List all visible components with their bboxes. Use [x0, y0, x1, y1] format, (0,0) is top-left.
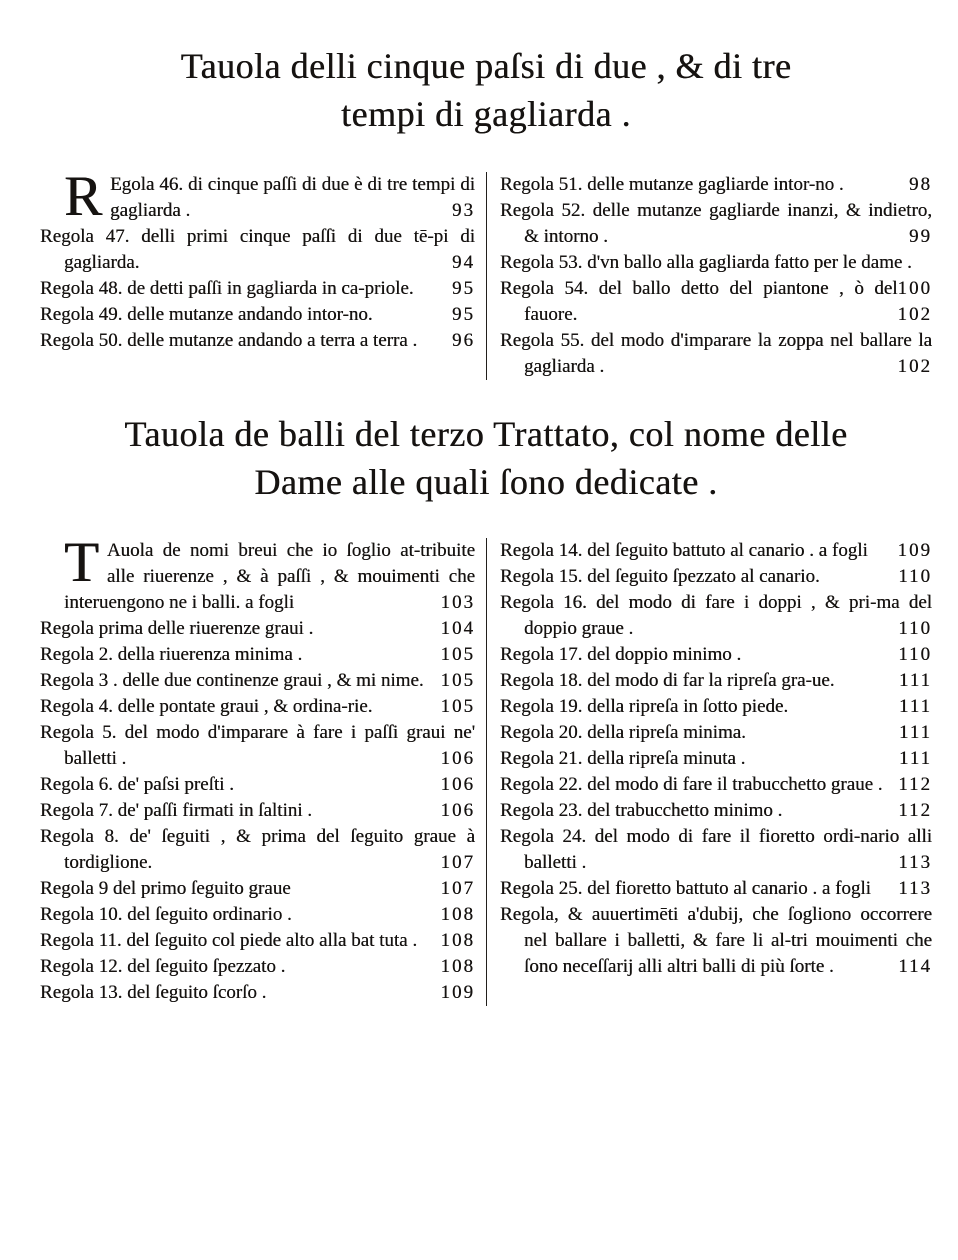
title-line: Dame alle quali ſono dedicate .	[254, 462, 718, 502]
entry-text: Regola 51. delle mutanze gagliarde intor-no .	[500, 174, 844, 195]
entry-text: Regola 54. del ballo detto del piantone , ò del fauore.	[500, 278, 898, 325]
entry-page-number: 112	[898, 774, 932, 795]
entry-page-number: 102	[897, 304, 932, 325]
toc-entry	[500, 772, 932, 798]
entry-text: Regola 3 . delle due continenze graui , & mi nime.	[40, 670, 424, 691]
entry-page-number: 106	[440, 800, 475, 821]
entry-page-number: 107	[440, 878, 475, 899]
entry-text: Regola 52. delle mutanze gagliarde inanzi, & indietro, & intorno .	[500, 200, 932, 247]
entry-page-number: 110	[898, 618, 932, 639]
toc-entry	[40, 616, 475, 642]
entry-text: Regola 13. del ſeguito ſcorſo .	[40, 982, 267, 1003]
toc-entry	[40, 531, 475, 616]
toc-entry	[500, 198, 932, 250]
toc-entry	[40, 276, 475, 302]
toc-entry	[500, 824, 932, 876]
toc-entry	[40, 928, 475, 954]
entry-text: Regola 55. del modo d'imparare la zoppa nel ballare la gagliarda .	[500, 330, 932, 377]
toc-entry	[500, 798, 932, 824]
section1-table-of-contents	[40, 165, 932, 380]
section2-title	[40, 410, 932, 506]
title-line: Tauola delli cinque paſsi di due , & di tre	[180, 46, 792, 86]
toc-entry	[500, 590, 932, 642]
entry-text: Regola 24. del modo di fare il fioretto ordi-nario alli balletti .	[500, 826, 932, 873]
entry-text: Regola 8. de' ſeguiti , & prima del ſeguito graue à tordiglione.	[40, 826, 475, 873]
entry-text: Egola 46. di cinque paſſi di due è di tre tempi di gagliarda .	[110, 174, 475, 221]
entry-page-number: 99	[909, 226, 932, 247]
entry-page-number: 98	[909, 174, 932, 195]
toc-column-left	[40, 531, 486, 1006]
entry-page-number: 113	[898, 878, 932, 899]
toc-entry	[40, 642, 475, 668]
toc-entry	[500, 746, 932, 772]
entry-page-number: 114	[898, 956, 932, 977]
entry-text: Regola 20. della ripreſa minima.	[500, 722, 746, 743]
entry-text: Regola 50. delle mutanze andando a terra a terra .	[40, 330, 418, 351]
entry-page-number: 96	[452, 330, 475, 351]
toc-entry	[500, 276, 932, 328]
section1-title	[40, 42, 932, 138]
entry-text: Regola 25. del fioretto battuto al canario . a fogli	[500, 878, 871, 899]
entry-page-number: 110	[898, 566, 932, 587]
toc-entry	[500, 694, 932, 720]
entry-page-number: 105	[440, 670, 475, 691]
entry-text: Regola 48. de detti paſſi in gagliarda in ca-priole.	[40, 278, 414, 299]
entry-text: Regola 19. della ripreſa in ſotto piede.	[500, 696, 789, 717]
entry-page-number: 110	[898, 644, 932, 665]
entry-page-number: 113	[898, 852, 932, 873]
entry-text: Regola 5. del modo d'imparare à fare i paſſi graui ne' balletti .	[40, 722, 475, 769]
entry-page-number: 111	[898, 696, 932, 717]
entry-text: Regola 23. del trabucchetto minimo .	[500, 800, 783, 821]
section2	[40, 410, 932, 1006]
entry-page-number: 104	[440, 618, 475, 639]
entry-page-number: 93	[452, 200, 475, 221]
entry-page-number: 109	[440, 982, 475, 1003]
toc-entry	[40, 954, 475, 980]
entry-page-number: 108	[440, 904, 475, 925]
toc-entry	[40, 668, 475, 694]
entry-text: Regola 22. del modo di fare il trabucchetto graue .	[500, 774, 883, 795]
toc-column-right	[486, 172, 932, 380]
drop-cap-letter: R	[64, 165, 103, 228]
toc-entry	[500, 642, 932, 668]
toc-entry	[500, 538, 932, 564]
entry-text: Regola 47. delli primi cinque paſſi di due tē-pi di gagliarda.	[40, 226, 475, 273]
entry-page-number: 105	[440, 696, 475, 717]
entry-text: Regola 10. del ſeguito ordinario .	[40, 904, 292, 925]
toc-entry	[40, 720, 475, 772]
entry-page-number: 105	[440, 644, 475, 665]
entry-text: Regola 11. del ſeguito col piede alto alla bat tuta .	[40, 930, 418, 951]
entry-page-number: 95	[452, 304, 475, 325]
entry-page-number: 108	[440, 956, 475, 977]
entry-text: Regola prima delle riuerenze graui .	[40, 618, 314, 639]
toc-entry	[500, 668, 932, 694]
toc-entry	[40, 165, 475, 228]
toc-entry	[500, 564, 932, 590]
toc-entry	[40, 224, 475, 276]
toc-column-right	[486, 538, 932, 1006]
entry-text: Regola 17. del doppio minimo .	[500, 644, 742, 665]
entry-text: Regola 49. delle mutanze andando intor-no.	[40, 304, 373, 325]
toc-entry	[500, 328, 932, 380]
entry-page-number: 107	[440, 852, 475, 873]
entry-page-number: 111	[898, 722, 932, 743]
section2-table-of-contents	[40, 531, 932, 1006]
entry-page-number: 102	[897, 356, 932, 377]
drop-cap-letter: T	[64, 531, 99, 594]
entry-text: Auola de nomi breui che io ſoglio at-tribuite alle riuerenze , & à paſſi , & mouimenti che interuengono ne i balli. a fogli	[64, 540, 475, 613]
toc-entry	[40, 824, 475, 876]
toc-entry	[500, 902, 932, 980]
entry-text: Regola 16. del modo di fare i doppi , & pri-ma del doppio graue .	[500, 592, 932, 639]
entry-page-number: 95	[452, 278, 475, 299]
entry-page-number: 112	[898, 800, 932, 821]
toc-entry	[500, 876, 932, 902]
title-line: tempi di gagliarda .	[341, 94, 631, 134]
entry-page-number: 111	[898, 748, 932, 769]
toc-entry	[40, 772, 475, 798]
toc-entry	[500, 720, 932, 746]
entry-text: Regola 21. della ripreſa minuta .	[500, 748, 746, 769]
toc-entry	[40, 902, 475, 928]
entry-page-number: 100	[897, 278, 932, 299]
title-line: Tauola de balli del terzo Trattato, col nome delle	[124, 414, 848, 454]
toc-entry	[40, 980, 475, 1006]
toc-entry	[500, 250, 932, 299]
entry-page-number: 103	[440, 592, 475, 613]
entry-text: Regola 14. del ſeguito battuto al canario . a fogli	[500, 540, 868, 561]
entry-page-number: 106	[440, 774, 475, 795]
entry-page-number: 106	[440, 748, 475, 769]
toc-entry	[40, 302, 475, 328]
entry-text: Regola 7. de' paſſi firmati in ſaltini .	[40, 800, 313, 821]
toc-entry	[40, 694, 475, 720]
entry-text: Regola 6. de' paſsi preſti .	[40, 774, 234, 795]
entry-text: Regola 4. delle pontate graui , & ordina-rie.	[40, 696, 373, 717]
entry-text: Regola, & auuertimēti a'dubij, che ſogliono occorrere nel ballare i balletti, & fare li al-tri mouimenti che ſono neceſſarij alli altri balli di più ſorte .	[500, 904, 932, 977]
entry-text: Regola 53. d'vn ballo alla gagliarda fatto per le dame .	[500, 252, 912, 273]
entry-page-number: 111	[898, 670, 932, 691]
entry-page-number: 109	[897, 540, 932, 561]
entry-text: Regola 15. del ſeguito ſpezzato al canario.	[500, 566, 820, 587]
toc-column-left	[40, 165, 486, 380]
entry-page-number: 108	[440, 930, 475, 951]
entry-text: Regola 12. del ſeguito ſpezzato .	[40, 956, 286, 977]
entry-page-number: 94	[452, 252, 475, 273]
entry-text: Regola 2. della riuerenza minima .	[40, 644, 303, 665]
entry-text: Regola 18. del modo di far la ripreſa gra-ue.	[500, 670, 835, 691]
toc-entry	[40, 876, 475, 902]
toc-entry	[500, 172, 932, 198]
toc-entry	[40, 798, 475, 824]
entry-text: Regola 9 del primo ſeguito graue	[40, 878, 291, 899]
toc-entry	[40, 328, 475, 354]
